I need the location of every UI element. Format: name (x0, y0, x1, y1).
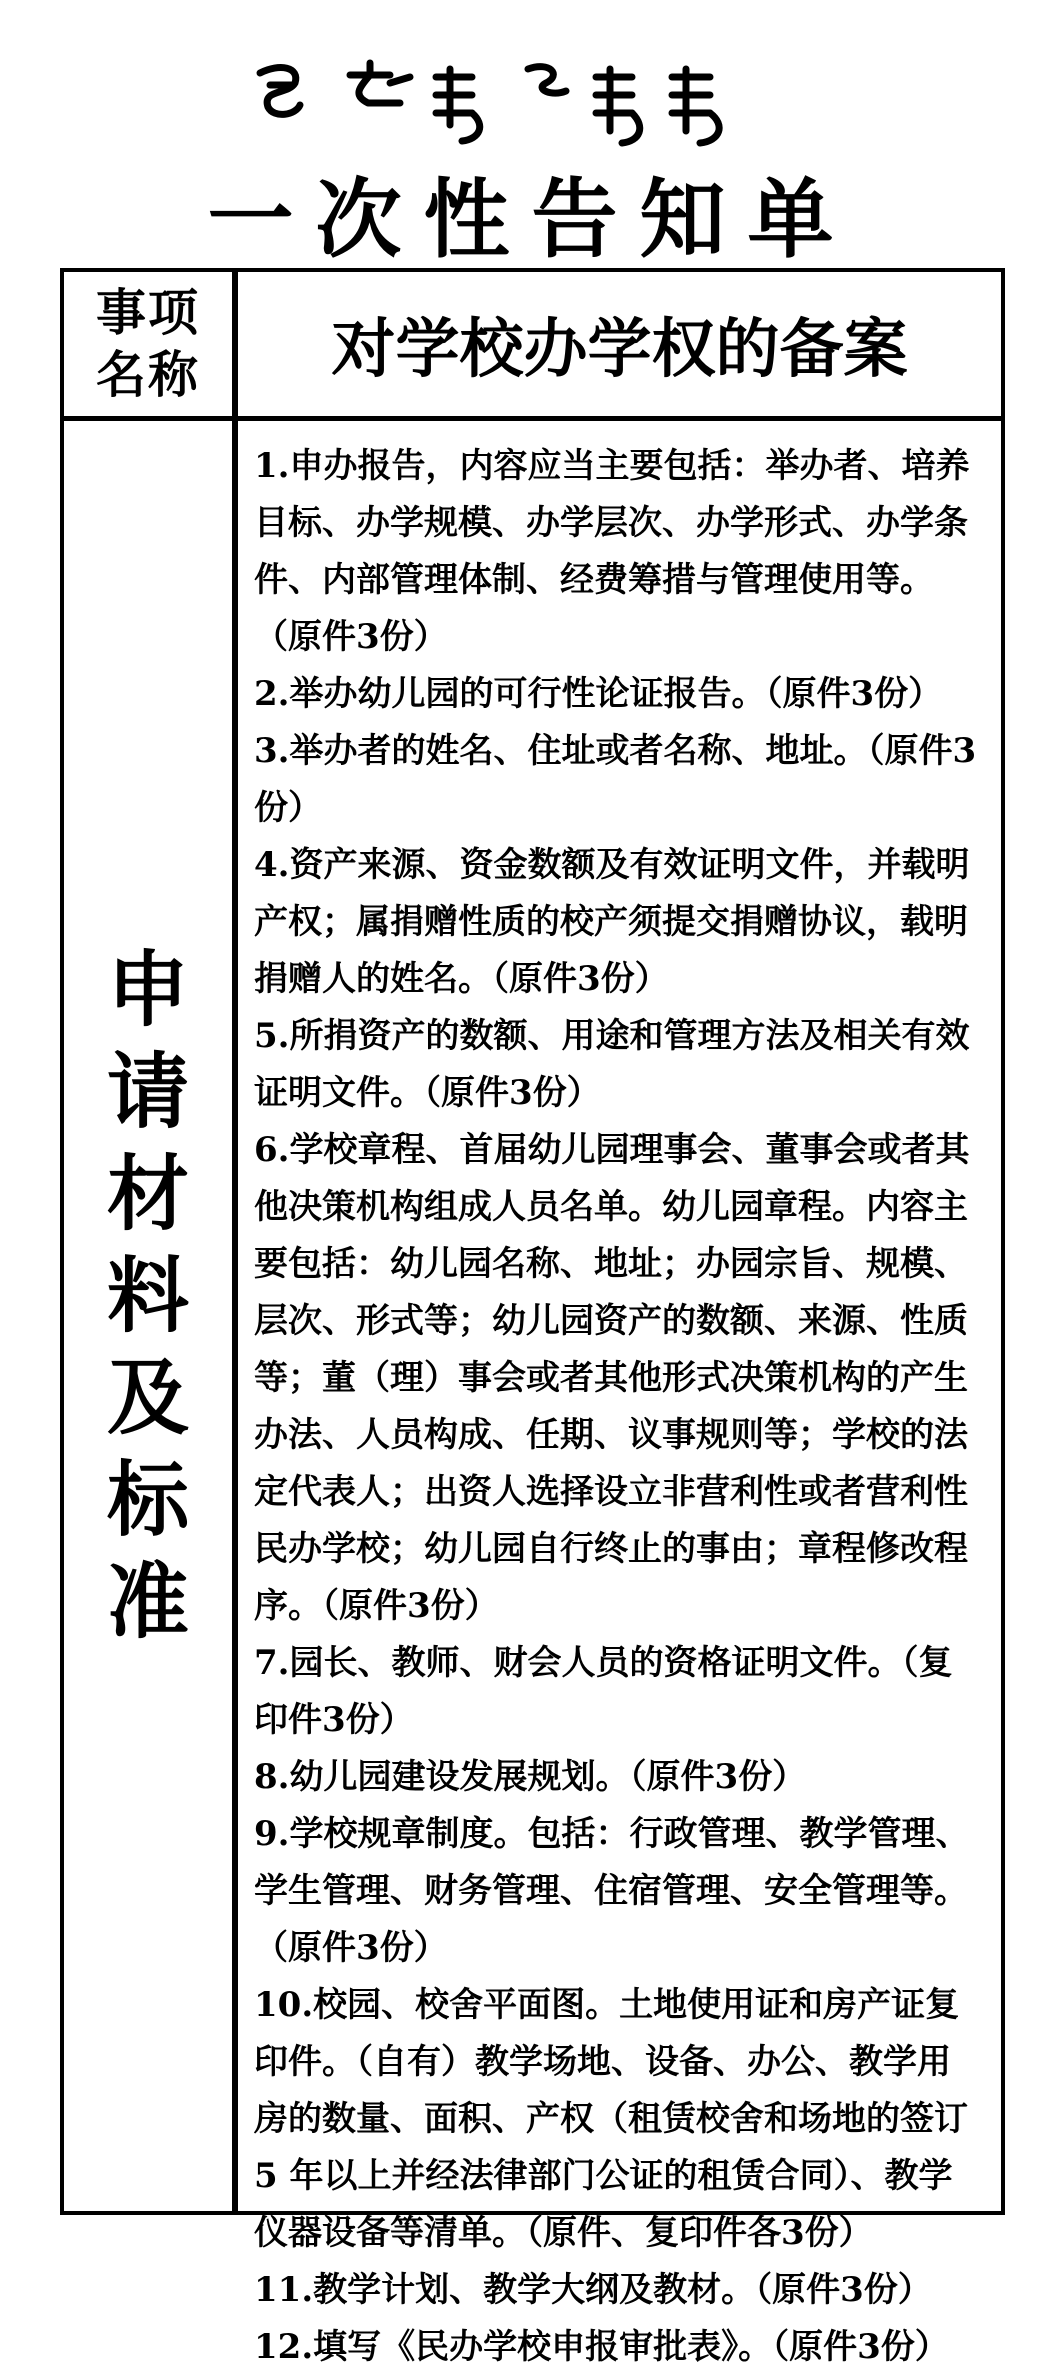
mongolian-title-script (240, 55, 760, 155)
material-item: 3.举办者的姓名、住址或者名称、地址。（原件3份） (254, 731, 977, 828)
material-item: 7.园长、教师、财会人员的资格证明文件。（复印件3份） (254, 1643, 953, 1740)
notice-table (60, 268, 1005, 2367)
materials-label-char: 料 (106, 1248, 189, 1344)
material-item: 1.申办报告，内容应当主要包括：举办者、培养目标、办学规模、办学层次、办学形式、办学条件、内部管理体制、经费筹措与管理使用等。（原件3份） (254, 446, 970, 657)
material-item: 5.所捐资产的数额、用途和管理方法及相关有效证明文件。（原件3份） (254, 1016, 970, 1113)
material-item: 4.资产来源、资金数额及有效证明文件，并载明产权；属捐赠性质的校产须提交捐赠协议，载明捐赠人的姓名。（原件3份） (254, 845, 970, 999)
material-item: 8.幼儿园建设发展规划。（原件3份） (254, 1757, 807, 1797)
materials-label-char: 标 (106, 1452, 189, 1548)
material-item: 2.举办幼儿园的可行性论证报告。（原件3份） (254, 674, 943, 714)
materials-label (64, 421, 232, 2211)
materials-label-char: 申 (106, 942, 189, 1038)
materials-label-char: 及 (106, 1350, 189, 1446)
item-name-value: 对学校办学权的备案 (331, 312, 908, 387)
material-item: 9.学校规章制度。包括：行政管理、教学管理、学生管理、财务管理、住宿管理、安全管理等。（原件3份） (254, 1814, 970, 1968)
page-title: 一次性告知单 (207, 169, 856, 270)
material-item: 11.教学计划、教学大纲及教材。（原件3份） (254, 2270, 932, 2310)
item-name-label-line2: 名称 (96, 345, 200, 404)
materials-label-char: 材 (106, 1146, 189, 1242)
materials-label-char: 请 (106, 1044, 189, 1140)
materials-label-char: 准 (106, 1554, 189, 1650)
item-name-label-line1: 事项 (96, 283, 200, 342)
item-name-label (64, 272, 232, 416)
material-item: 6.学校章程、首届幼儿园理事会、董事会或者其他决策机构组成人员名单。幼儿园章程。内容主要包括：幼儿园名称、地址；办园宗旨、规模、层次、形式等；幼儿园资产的数额、来源、性质等；董（理）事会或者其他形式决策机构的产生办法、人员构成、任期、议事规则等；学校的法定代表人；出资人选择设立非营利性或者营利性民办学校；幼儿园自行终止的事由；章程修改程序。（原件3份） (254, 1130, 970, 1626)
column-divider (232, 272, 238, 2211)
material-item: 10.校园、校舍平面图。土地使用证和房产证复印件。（自有）教学场地、设备、办公、教学用房的数量、面积、产权（租赁校舍和场地的签订 5 年以上并经法律部门公证的租赁合同）、教学仪器设备等清单。（原件、复印件各3份） (254, 1985, 968, 2253)
material-item: 12.填写《民办学校申报审批表》。（原件3份） (254, 2327, 949, 2367)
materials-list (254, 438, 983, 2376)
